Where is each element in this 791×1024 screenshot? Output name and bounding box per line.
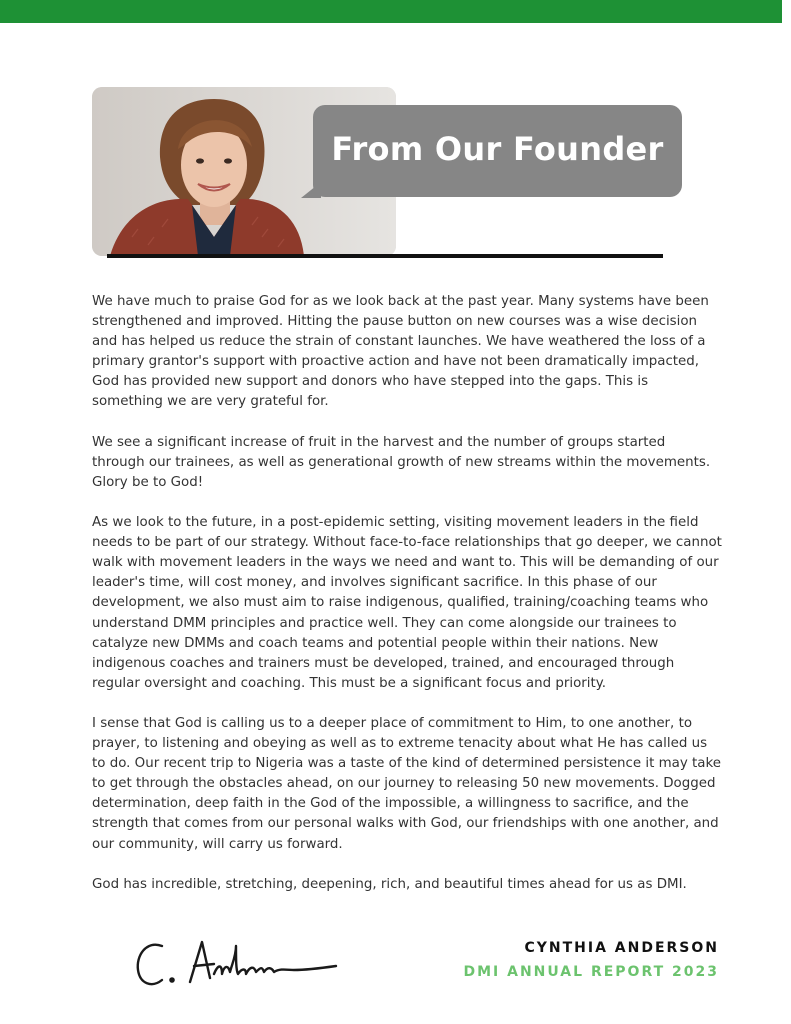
report-title: DMI ANNUAL REPORT 2023 xyxy=(463,964,719,980)
paragraph-3: As we look to the future, in a post-epidemic setting, visiting movement leaders in the field needs to be part of our strategy. Without face-to-face relationships that go deeper, we cannot walk with movement leaders in the ways we need and want to. This will be demanding of our leader's time, will cost money, and involves significant sacrifice. In this phase of our development, we also must aim to raise indigenous, qualified, training/coaching teams who understand DMM principles and practice well. They can come alongside our trainees to catalyze new DMMs and coach teams and potential people within their nations. New indigenous coaches and trainers must be developed, trained, and encouraged through regular oversight and coaching. This must be a significant focus and priority. xyxy=(92,515,722,691)
signoff-block xyxy=(463,940,719,980)
letter-body xyxy=(92,292,722,915)
top-accent-bar xyxy=(0,0,782,23)
title-speech-bubble xyxy=(313,105,682,197)
handwritten-signature xyxy=(132,934,342,994)
signature-icon xyxy=(132,934,342,994)
paragraph-4: I sense that God is calling us to a deeper place of commitment to Him, to one another, to prayer, to listening and obeying as well as to extreme tenacity about what He has called us to do. Our recent trip to Nigeria was a taste of the kind of determined persistence it may take to get through the obstacles ahead, on our journey to releasing 50 new movements. Dogged determination, deep faith in the God of the impossible, a willingness to sacrifice, and the strength that comes from our personal walks with God, our friendships with one another, and our community, will carry us forward. xyxy=(92,715,722,852)
paragraph-1: We have much to praise God for as we look back at the past year. Many systems have been strengthened and improved. Hitting the pause button on new courses was a wise decision and has helped us reduce the strain of constant launches. We have weathered the loss of a primary grantor's support with proactive action and have not been dramatically impacted, God has provided new support and donors who have stepped into the gaps. This is something we are very grateful for. xyxy=(92,294,709,410)
header-divider xyxy=(107,254,663,258)
founder-name: CYNTHIA ANDERSON xyxy=(524,940,719,956)
paragraph-5: God has incredible, stretching, deepening, rich, and beautiful times ahead for us as DMI. xyxy=(92,876,687,892)
page-title: From Our Founder xyxy=(331,130,664,168)
paragraph-2: We see a significant increase of fruit in the harvest and the number of groups started through our trainees, as well as generational growth of new streams within the movements. Glory be to God! xyxy=(92,434,711,490)
